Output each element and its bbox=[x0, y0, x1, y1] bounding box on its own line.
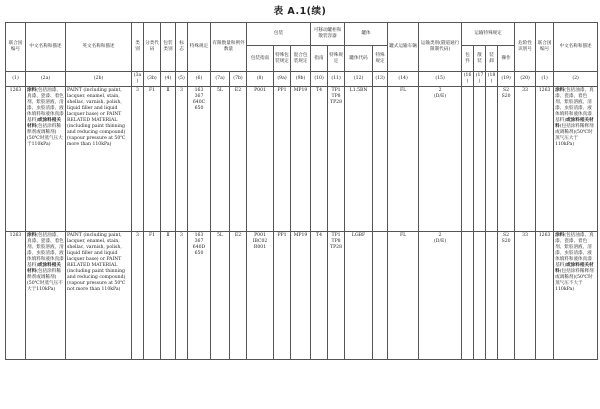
cell-un-no: 1263 bbox=[6, 86, 26, 231]
cell-ts-load bbox=[486, 231, 498, 359]
cn-name-bold: 涂料 bbox=[27, 232, 37, 238]
cell-tank-sp bbox=[373, 86, 388, 231]
cn2-name-text: (包括油漆、真漆、瓷漆、着色剂、紫胶溶液、清漆、虫胶清漆、液体填料和液体真漆基料) bbox=[555, 87, 594, 123]
cell-class-code: F1 bbox=[144, 231, 161, 359]
tunnel-code: (D/E) bbox=[433, 238, 447, 244]
table-row bbox=[6, 231, 598, 359]
cell-cn-name-2 bbox=[554, 86, 598, 231]
cn2-name-bold: 涂料 bbox=[555, 87, 565, 93]
col-number: (19) bbox=[498, 72, 515, 87]
header-pkg-sp: 特殊包装规定 bbox=[274, 46, 291, 72]
cell-transport-category bbox=[419, 231, 462, 359]
cell-special-provisions bbox=[188, 231, 211, 359]
sp-item: 367 bbox=[194, 238, 204, 244]
col-number: (13) bbox=[373, 72, 388, 87]
col-number: (20) bbox=[515, 72, 536, 87]
header-packaging: 包装 bbox=[247, 23, 311, 46]
cn-name-text: (包括油漆、真漆、瓷漆、着色剂、紫胶溶液、清漆、虫胶清漆、液体填料和液体真漆基料) bbox=[27, 232, 64, 268]
pkg-instr-item: P001 bbox=[254, 232, 266, 238]
header-label: 标志 bbox=[176, 23, 188, 72]
col-number: (6) bbox=[188, 72, 211, 87]
cn2-name-bold: 涂料 bbox=[555, 232, 565, 238]
col-number: (11) bbox=[328, 72, 345, 87]
pt-sp-item: TP1 bbox=[331, 87, 341, 93]
cn-name-text-2: (包括涂料稀释剂或调稀剂)(50℃时蒸气压大于110kPa) bbox=[27, 123, 63, 147]
header-vehicle: 罐式运输车辆 bbox=[388, 23, 419, 72]
cell-packing-group: Ⅱ bbox=[161, 86, 176, 231]
header-tank-code: 罐体代码 bbox=[345, 46, 373, 72]
ts-op-item: S20 bbox=[501, 238, 511, 244]
cell-pkg-instr bbox=[247, 86, 274, 231]
cell-excepted-qty: E2 bbox=[230, 231, 247, 359]
pt-sp-item: TP1 bbox=[331, 232, 341, 238]
sp-item: 640D bbox=[192, 244, 206, 250]
cell-hazard-id: 33 bbox=[515, 231, 536, 359]
col-number: (1) bbox=[536, 72, 554, 87]
col-number: (10) bbox=[311, 72, 328, 87]
cell-ts-bulk bbox=[474, 86, 486, 231]
header-en-name: 英文名称和描述 bbox=[66, 23, 132, 72]
col-number: (15) bbox=[419, 72, 462, 87]
col-number: (4) bbox=[161, 72, 176, 87]
col-number: (3b) bbox=[144, 72, 161, 87]
sp-item: 163 bbox=[194, 87, 204, 93]
col-number: (9b) bbox=[291, 72, 311, 87]
cell-ts-load bbox=[486, 86, 498, 231]
cell-ts-op bbox=[498, 86, 515, 231]
header-cn-name: 中文名称和描述 bbox=[26, 23, 66, 72]
ts-op-item: S2 bbox=[503, 232, 510, 238]
header-pt-instr: 指南 bbox=[311, 46, 328, 72]
header-transport-category: 运输类别(隧道通行限制代码) bbox=[419, 23, 462, 72]
table-row bbox=[6, 86, 598, 231]
cell-tank-sp bbox=[373, 231, 388, 359]
cell-un-no-2: 1263 bbox=[536, 86, 554, 231]
transport-category-value: 2 bbox=[438, 87, 442, 93]
header-packing-group: 包装类别 bbox=[161, 23, 176, 72]
col-number: (7b) bbox=[230, 72, 247, 87]
cell-cn-name bbox=[26, 86, 66, 231]
col-number: (2a) bbox=[26, 72, 66, 87]
cell-mixed-pkg: MP19 bbox=[291, 86, 311, 231]
header-transport-special: 运输特殊规定 bbox=[462, 23, 515, 46]
pt-sp-item: TP8 bbox=[331, 93, 341, 99]
sp-item: 367 bbox=[194, 93, 204, 99]
cell-pkg-instr bbox=[247, 231, 274, 359]
tunnel-code: (D/E) bbox=[433, 93, 447, 99]
pt-sp-item: TP8 bbox=[331, 238, 341, 244]
pt-sp-item: TP28 bbox=[330, 244, 343, 250]
header-ts-op: 操作 bbox=[498, 46, 515, 72]
cn-name-bold: 涂料 bbox=[27, 87, 37, 93]
cell-class: 3 bbox=[132, 86, 144, 231]
col-number: (2) bbox=[554, 72, 598, 87]
cell-limited-qty: 5L bbox=[211, 231, 230, 359]
cell-excepted-qty: E2 bbox=[230, 86, 247, 231]
header-portable-tank: 可移动罐柜和散装容器 bbox=[311, 23, 345, 46]
header-un-no: 联合国编号 bbox=[6, 23, 26, 72]
cell-vehicle: FL bbox=[388, 86, 419, 231]
cell-special-provisions bbox=[188, 86, 211, 231]
header-mixed-pkg: 混合包装规定 bbox=[291, 46, 311, 72]
cell-un-no-2: 1263 bbox=[536, 231, 554, 359]
col-number: (7a) bbox=[211, 72, 230, 87]
cell-ts-bulk bbox=[474, 231, 486, 359]
cell-ts-op bbox=[498, 231, 515, 359]
cell-pkg-sp: PP1 bbox=[274, 231, 291, 359]
col-number: (3a) bbox=[132, 72, 144, 87]
header-tank-sp: 特殊规定 bbox=[373, 46, 388, 72]
col-number: (12) bbox=[345, 72, 373, 87]
transport-category-value: 2 bbox=[438, 232, 442, 238]
pkg-instr-item: R001 bbox=[253, 244, 267, 250]
col-number: (2b) bbox=[66, 72, 132, 87]
header-class: 类别 bbox=[132, 23, 144, 72]
cell-label: 3 bbox=[176, 231, 188, 359]
cell-transport-category bbox=[419, 86, 462, 231]
cell-tank-code: LGBF bbox=[345, 231, 373, 359]
header-special-provisions: 特殊规定 bbox=[188, 23, 211, 72]
cell-packing-group: Ⅱ bbox=[161, 231, 176, 359]
header-un-no-2: 联合国编号 bbox=[536, 23, 554, 72]
header-hazard-id: 危险性识别号 bbox=[515, 23, 536, 72]
cell-mixed-pkg: MP19 bbox=[291, 231, 311, 359]
sp-item: 650 bbox=[194, 250, 204, 256]
sp-item: 640C bbox=[192, 99, 206, 105]
cell-ts-pkg bbox=[462, 231, 474, 359]
cell-tank-code: L1.5BN bbox=[345, 86, 373, 231]
cell-class-code: F1 bbox=[144, 86, 161, 231]
header-pt-sp: 特殊规定 bbox=[328, 46, 345, 72]
cn-name-bold-2: 或涂料相关材料 bbox=[27, 262, 61, 274]
cell-en-name: PAINT (including paint, lacquer, enamel, stain, shellac, varnish, polish, liquid filler and liquid lacquer base) or PAINT RELATED MATERIAL (including paint thinning and reducing compound) (vapour pressure at 50℃ not more than 110kPa) bbox=[66, 231, 132, 359]
col-number: (17) bbox=[474, 72, 486, 87]
dangerous-goods-table bbox=[5, 22, 598, 360]
col-number: (8) bbox=[247, 72, 274, 87]
col-number: (9a) bbox=[274, 72, 291, 87]
cell-en-name: PAINT (including paint, lacquer, enamel, stain, shellac, varnish, polish, liquid filler and liquid lacquer base) or PAINT RELATED MATERIAL (including paint thinning and reducing compound) (vapour pressure at 50℃ more than 110kPa) bbox=[66, 86, 132, 231]
cell-cn-name bbox=[26, 231, 66, 359]
ts-op-item: S20 bbox=[501, 93, 511, 99]
col-number: (16) bbox=[462, 72, 474, 87]
cn2-name-text-2: (包括涂料稀释剂或调稀剂)(50℃时蒸气压大于110kPa) bbox=[555, 123, 594, 147]
header-ts-bulk: 散装 bbox=[474, 46, 486, 72]
col-number: (5) bbox=[176, 72, 188, 87]
sp-item: 650 bbox=[194, 105, 204, 111]
cell-ts-pkg bbox=[462, 86, 474, 231]
cell-pt-sp bbox=[328, 86, 345, 231]
page-title: 表 A.1(续) bbox=[273, 6, 327, 17]
cell-vehicle: FL bbox=[388, 231, 419, 359]
column-number-row bbox=[6, 72, 598, 87]
cn2-name-text-2: (包括涂料稀释剂或调稀剂)(50℃时蒸气压不大于110kPa) bbox=[555, 268, 594, 292]
header-pkg-instr: 包装指南 bbox=[247, 46, 274, 72]
ts-op-item: S2 bbox=[503, 87, 510, 93]
header-limited-quantity: 有限数量和例外数量 bbox=[211, 23, 247, 72]
cell-cn-name-2 bbox=[554, 231, 598, 359]
pt-sp-item: TP28 bbox=[330, 99, 343, 105]
col-number: (18) bbox=[486, 72, 498, 87]
cell-pt-instr: T4 bbox=[311, 231, 328, 359]
cell-pt-instr: T4 bbox=[311, 86, 328, 231]
header-cn-name-2: 中文名称和描述 bbox=[554, 23, 598, 72]
cell-class: 3 bbox=[132, 231, 144, 359]
cell-limited-qty: 5L bbox=[211, 86, 230, 231]
cell-hazard-id: 33 bbox=[515, 86, 536, 231]
cn-name-text: (包括油漆、真漆、瓷漆、着色剂、紫胶溶液、清漆、虫胶清漆、液体填料和液体真漆基料) bbox=[27, 87, 64, 123]
cell-pt-sp bbox=[328, 231, 345, 359]
col-number: (14) bbox=[388, 72, 419, 87]
col-number: (1) bbox=[6, 72, 26, 87]
pkg-instr-item: P001 bbox=[254, 87, 266, 93]
cell-un-no: 1263 bbox=[6, 231, 26, 359]
header-ts-pkg: 包件 bbox=[462, 46, 474, 72]
cn2-name-text: (包括油漆、真漆、瓷漆、着色剂、紫胶溶液、清漆、虫胶清漆、液体填料和液体真漆基料) bbox=[555, 232, 594, 268]
cn2-name-bold-2: 或涂料相关材料 bbox=[555, 262, 594, 274]
sp-item: 163 bbox=[194, 232, 204, 238]
header-ts-load: 装卸 bbox=[486, 46, 498, 72]
pkg-instr-item: IBC02 bbox=[252, 238, 268, 244]
cn-name-bold-2: 或涂料相关材料 bbox=[27, 117, 61, 129]
cell-label: 3 bbox=[176, 86, 188, 231]
cn2-name-bold-2: 或涂料相关材料 bbox=[555, 117, 594, 129]
header-row-1 bbox=[6, 23, 598, 46]
header-tank: 罐体 bbox=[345, 23, 388, 46]
header-class-code: 分类代码 bbox=[144, 23, 161, 72]
cell-pkg-sp: PP1 bbox=[274, 86, 291, 231]
cn-name-text-2: (包括涂料稀释剂或调稀剂)(50℃时蒸气压不大于110kPa) bbox=[27, 268, 63, 292]
